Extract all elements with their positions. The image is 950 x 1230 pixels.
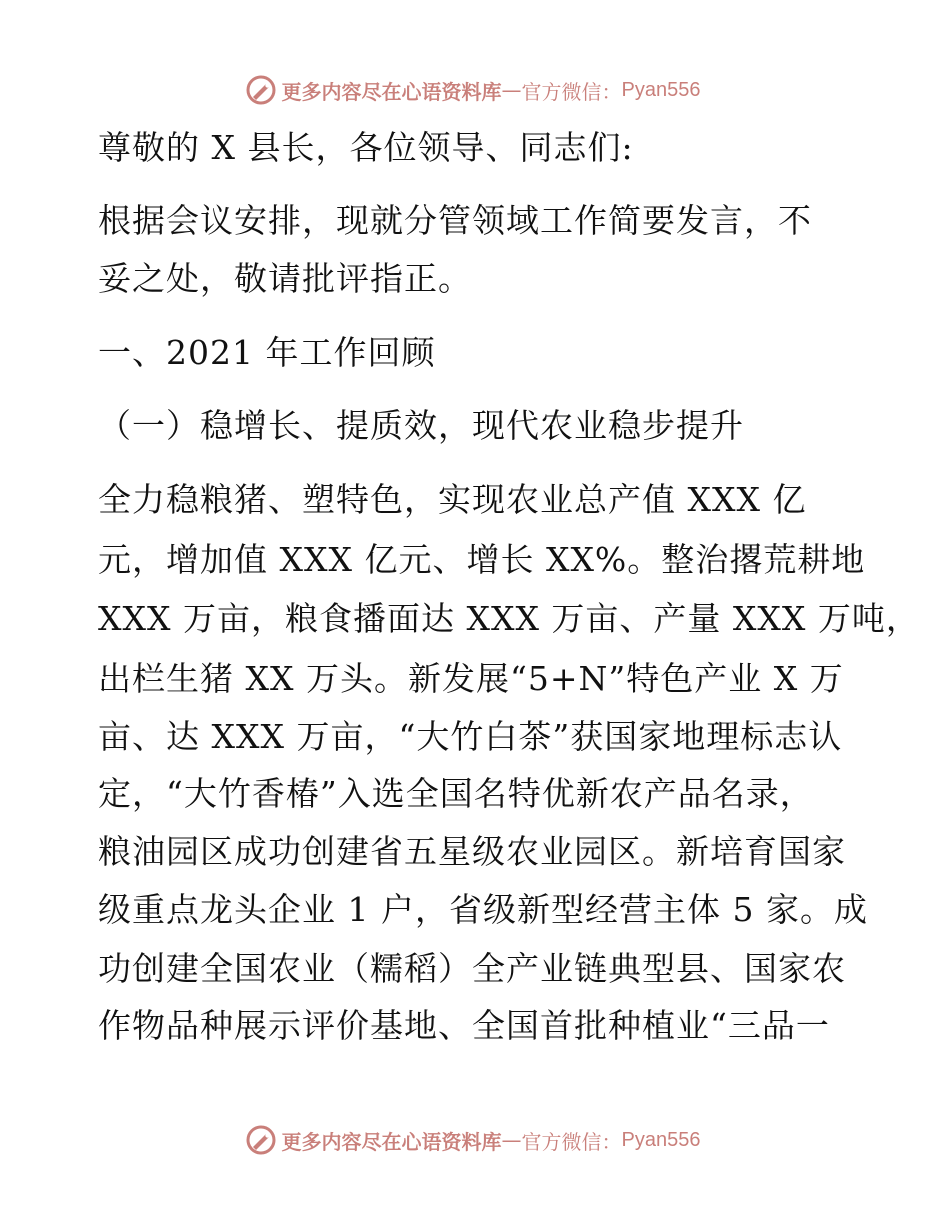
- body-line: 元，增加值 XXX 亿元、增长 XX%。整治撂荒耕地: [98, 540, 866, 579]
- body-line: 出栏生猪 XX 万头。新发展“5+N”特色产业 X 万: [98, 659, 844, 698]
- pen-logo-icon: [244, 1123, 278, 1157]
- body-line: 作物品种展示评价基地、全国首批种植业“三品一: [98, 1006, 830, 1045]
- watermark-separator: —: [501, 78, 522, 102]
- intro-line: 妥之处，敬请批评指正。: [98, 259, 472, 298]
- body-line: 定，“大竹香椿”入选全国名特优新农产品名录，: [98, 774, 814, 813]
- intro-line: 根据会议安排，现就分管领域工作简要发言，不: [98, 201, 812, 240]
- salutation: 尊敬的 X 县长，各位领导、同志们:: [98, 128, 634, 167]
- body-line: XXX 万亩，粮食播面达 XXX 万亩、产量 XXX 万吨，: [98, 599, 920, 638]
- watermark-wechat-id: Pyan556: [621, 1128, 701, 1151]
- watermark-main-text: 更多内容尽在心语资料库: [281, 79, 502, 104]
- header-watermark: [0, 70, 950, 110]
- watermark-wechat-id: Pyan556: [621, 78, 701, 101]
- section-heading: 一、2021 年工作回顾: [98, 333, 436, 372]
- pen-logo-icon: [244, 73, 278, 107]
- watermark-main-text: 更多内容尽在心语资料库: [281, 1129, 502, 1154]
- body-line: 粮油园区成功创建省五星级农业园区。新培育国家: [98, 832, 846, 871]
- body-line: 级重点龙头企业 1 户，省级新型经营主体 5 家。成: [98, 890, 868, 929]
- body-line: 全力稳粮猪、塑特色，实现农业总产值 XXX 亿: [98, 480, 807, 519]
- watermark-separator: —: [501, 1128, 522, 1152]
- subsection-heading: （一）稳增长、提质效，现代农业稳步提升: [98, 406, 744, 445]
- body-line: 功创建全国农业（糯稻）全产业链典型县、国家农: [98, 949, 846, 988]
- footer-watermark: [0, 1120, 950, 1160]
- watermark-official-label: 官方微信：: [521, 1129, 622, 1154]
- watermark-official-label: 官方微信：: [521, 79, 622, 104]
- body-line: 亩、达 XXX 万亩，“大竹白茶”获国家地理标志认: [98, 717, 843, 756]
